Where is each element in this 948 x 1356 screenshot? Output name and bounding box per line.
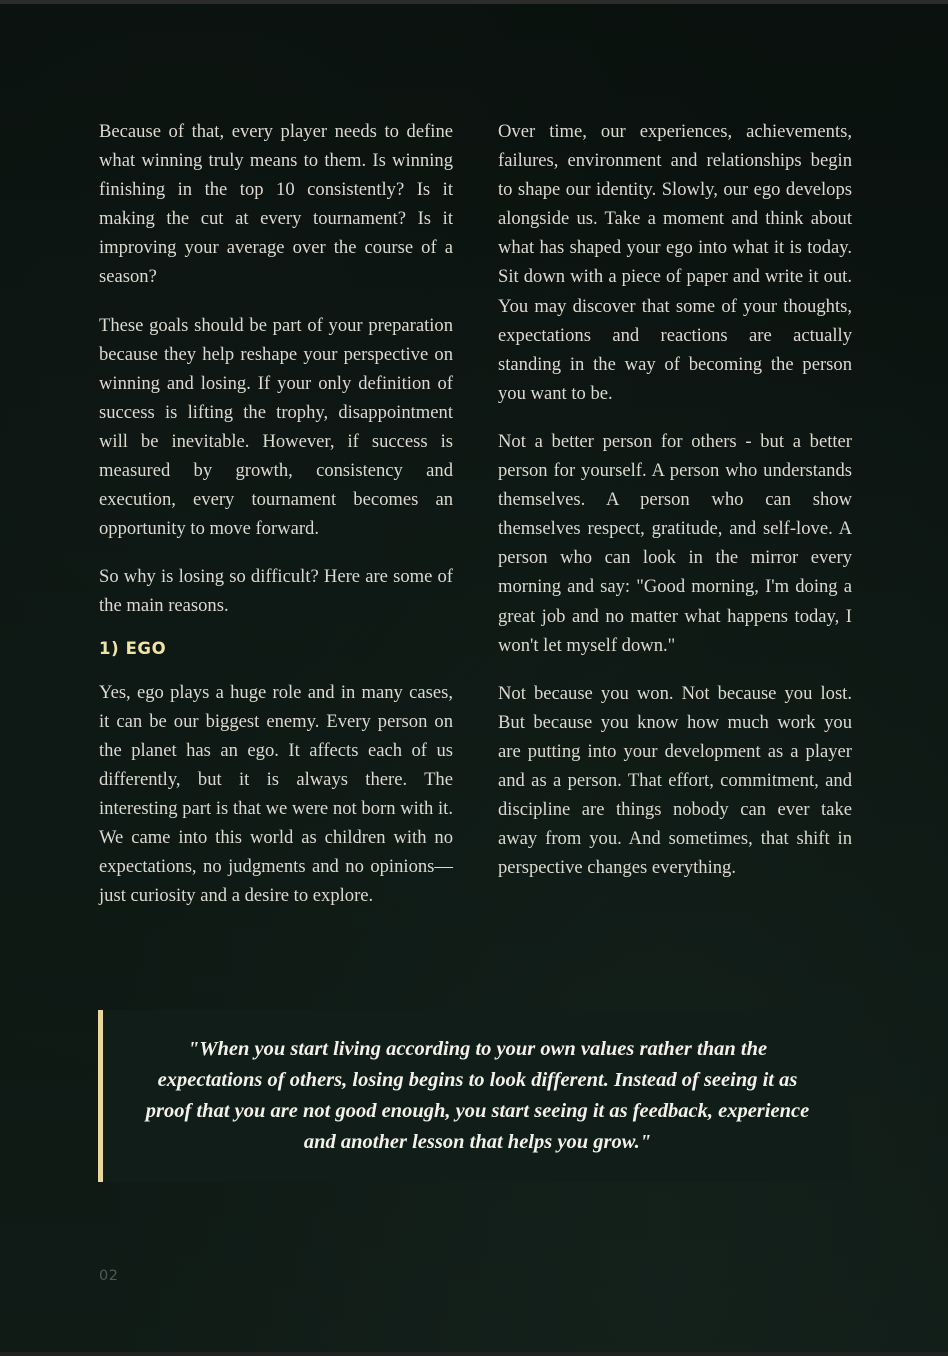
paragraph: Because of that, every player needs to define what winning truly means to them. Is winning finishing in the top 10 consistently? Is it making the cut at every tournament? Is it improving your average over the course of a season? bbox=[99, 121, 453, 288]
paragraph: So why is losing so difficult? Here are some of the main reasons. bbox=[99, 566, 453, 617]
paragraph: Yes, ego plays a huge role and in many cases, it can be our biggest enemy. Every person on the planet has an ego. It affects each of us differently, but it is always there. The interesting part is that we were not born with it. We came into this world as children with no expectations, no judgments and no opinions—just curiosity and a desire to explore. bbox=[99, 681, 453, 907]
two-column-body bbox=[99, 117, 852, 910]
pull-quote bbox=[98, 1010, 852, 1182]
paragraph: Not because you won. Not because you lost. But because you know how much work you are putting into your development as a player and as a person. That effort, commitment, and discipline are things nobody can ever take away from you. And sometimes, that shift in perspective changes everything. bbox=[498, 682, 852, 879]
left-column bbox=[99, 117, 453, 910]
section-heading: 1) EGO bbox=[99, 638, 167, 658]
right-column bbox=[498, 117, 852, 910]
paragraph: Over time, our experiences, achievements, failures, environment and relationships begin to shape our identity. Slowly, our ego develops alongside us. Take a moment and think about what has shaped your ego into what it is today. Sit down with a piece of paper and write it out. You may discover that some of your thoughts, expectations and reactions are actually standing in the way of becoming the person you want to be. bbox=[498, 121, 852, 404]
paragraph: These goals should be part of your preparation because they help reshape your perspective on winning and losing. If your only definition of success is lifting the trophy, disappointment will be inevitable. However, if success is measured by growth, consistency and execution, every tournament becomes an opportunity to move forward. bbox=[99, 314, 453, 540]
pull-quote-text: "When you start living according to your own values rather than the expectations of others, losing begins to look different. Instead of seeing it as proof that you are not good enough, you start seeing it as feedback, experience and another lesson that helps you grow." bbox=[145, 1038, 810, 1153]
page-number: 02 bbox=[99, 1268, 119, 1284]
paragraph: Not a better person for others - but a better person for yourself. A person who understands themselves. A person who can show themselves respect, gratitude, and self-love. A person who can look in the mirror every morning and say: "Good morning, I'm doing a great job and no matter what happens today, I won't let myself down." bbox=[498, 430, 852, 656]
